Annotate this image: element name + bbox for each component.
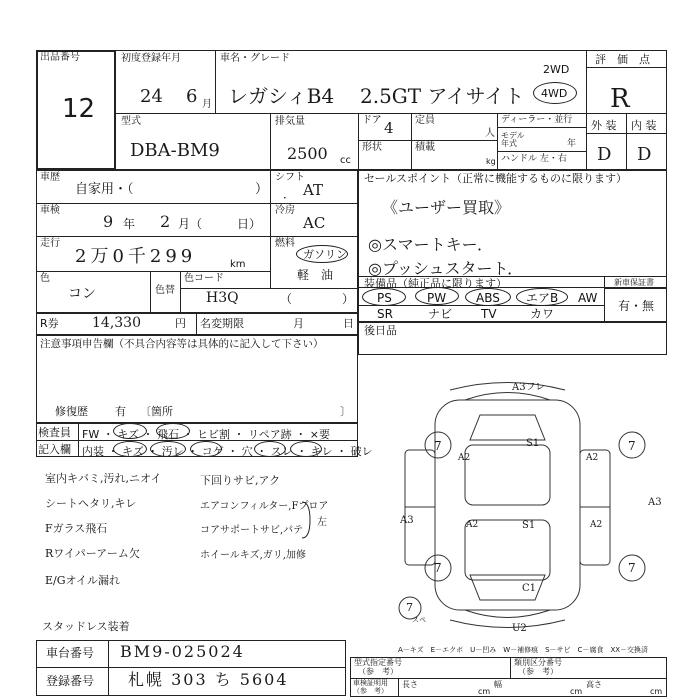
handle-label: ハンドル 左・右: [501, 154, 567, 164]
equip-sr: SR: [377, 307, 393, 321]
interior-label: 内 装: [631, 119, 657, 132]
diagram-legend: A－キズ E－エクボ U－凹み W－補修痕 S－サビ C－腐食 XX－交換済: [398, 646, 649, 654]
inspector-row1: FW ・ キズ ・ 飛石 ・ ヒビ割 ・ リペア跡 ・ ×要: [82, 428, 330, 441]
shape-label: 形状: [362, 142, 382, 153]
chassis-label: 車台番号: [46, 646, 95, 660]
equip-leather: カワ: [530, 307, 555, 321]
mark-a3-left: A3: [400, 515, 414, 526]
mark-wheel-rl: 7: [434, 561, 442, 575]
equip-aw: AW: [578, 291, 598, 305]
color-code-label: 色コード: [184, 273, 224, 284]
mark-wheel-spare: 7: [406, 601, 413, 614]
capacity-unit: 人: [485, 128, 495, 139]
bottom-note: スタッドレス装着: [42, 620, 130, 633]
equip-tv: TV: [481, 307, 497, 321]
color-change-label: 色替: [155, 285, 175, 296]
sales-item-2: ◎スマートキー．: [368, 235, 494, 254]
width-cm: cm: [570, 687, 583, 696]
deadline-month: 月: [293, 317, 304, 330]
mark-spare: スペ: [412, 616, 426, 624]
deadline-day: 日: [343, 317, 354, 330]
int-cut: キレ: [310, 445, 333, 458]
insp-required: ×要: [309, 428, 330, 441]
interior-grade: D: [637, 144, 652, 165]
displacement-value: 2500: [287, 144, 328, 163]
remark-right-2: エアコンフィルター,Fプロア: [200, 501, 329, 512]
repair-label: 修復歴: [55, 405, 88, 418]
inspection-label: 車検: [40, 205, 60, 216]
int-rub: スレ: [270, 445, 293, 458]
remark-left-5: E/Gオイル漏れ: [45, 574, 120, 587]
fuel-type: ガソリン: [303, 248, 347, 261]
mark-a2-4: A2: [590, 520, 603, 530]
sales-label: セールスポイント（正常に機能するものに限ります）: [364, 172, 628, 185]
first-reg-month-unit: 月: [202, 99, 212, 110]
repair-part-open: 〔箇所: [140, 405, 173, 418]
displacement-label: 排気量: [275, 116, 305, 127]
first-reg-month: 6: [186, 86, 198, 107]
cooler-label: 冷房: [275, 205, 295, 216]
rear-seat-label: 後日品: [364, 324, 397, 337]
chassis-number: BM9-025024: [120, 642, 245, 661]
type-designation-ref: （参 考）: [358, 667, 398, 676]
reg-label: 登録番号: [46, 674, 95, 688]
grade: 2.5GT アイサイト: [360, 84, 525, 108]
inspection-month-unit: 月（: [178, 217, 203, 231]
mileage-value: 2万0千299: [75, 246, 197, 267]
remark-left-2: シートヘタリ,キレ: [45, 497, 137, 510]
mark-s1-top: S1: [526, 438, 540, 449]
category-label: 類別区分番号: [514, 658, 562, 667]
shift-paren: ．: [283, 187, 296, 201]
equip-ps: PS: [377, 291, 392, 305]
mark-wheel-rr: 7: [628, 561, 636, 575]
door-value: 4: [384, 119, 394, 137]
drive-2wd: 2WD: [543, 63, 570, 76]
shift-value: AT: [303, 181, 324, 199]
equip-pw: PW: [427, 291, 447, 305]
history-value: 自家用・（: [75, 182, 134, 197]
history-close: ）: [255, 182, 269, 197]
insp-crack: ヒビ割: [197, 428, 230, 441]
capacity-label: 定員: [415, 115, 435, 126]
recycle-yen: 円: [175, 317, 186, 330]
recycle-amount: 14,330: [92, 315, 141, 331]
mark-s1-mid: S1: [522, 520, 536, 531]
insp-repair: リペア跡: [248, 428, 292, 441]
mark-wheel-fl: 7: [434, 439, 442, 453]
type-designation-label: 型式指定番号: [354, 658, 402, 667]
height-label: 高さ: [586, 680, 602, 689]
vehicle-cert-label: 車検証明用: [353, 679, 388, 687]
diagram-frame: [358, 322, 667, 355]
sales-item-1: 《ユーザー買取》: [382, 198, 511, 217]
int-burn: コゲ: [201, 445, 224, 458]
year-unit: 年: [567, 139, 577, 149]
int-tear: 破レ: [350, 445, 373, 458]
length-label: 長さ: [402, 680, 418, 689]
warranty-label: 新車保証書: [614, 278, 654, 287]
int-scratch: キズ: [122, 445, 144, 458]
car-diagram: [380, 370, 670, 640]
inspector-row2: 内装 ・ キズ ・ 汚レ ・ コゲ ・ 穴 ・ スレ ・ キレ ・ 破レ: [82, 445, 373, 458]
entry-label: 記入欄: [38, 443, 71, 456]
km-unit: km: [230, 259, 246, 270]
color-code-value: H3Q: [206, 290, 239, 306]
color-paren-open: （: [280, 292, 293, 306]
vehicle-cert-ref: （参 考）: [353, 687, 388, 695]
deadline-label: 名変期限: [200, 317, 244, 330]
car-name-label: 車名・グレード: [220, 53, 290, 64]
model-year-label: モデル年式: [501, 131, 525, 148]
recycle-label: R券: [40, 317, 59, 330]
exterior-label: 外 装: [591, 119, 617, 132]
int-label: 内装: [82, 445, 104, 458]
insp-scratch: キズ: [117, 428, 139, 441]
lot-number: 12: [62, 94, 96, 124]
exterior-grade: D: [597, 144, 612, 165]
cc-unit: cc: [340, 155, 351, 166]
load-label: 積載: [415, 142, 435, 153]
color-paren-close: ）: [342, 292, 355, 306]
repair-value: 有: [115, 405, 126, 418]
equip-airbag: エアB: [526, 291, 559, 305]
inspection-month: 2: [160, 212, 171, 231]
lot-label: 出品番号: [40, 52, 80, 63]
load-unit: kg: [486, 157, 496, 166]
color-value: コン: [68, 286, 96, 302]
int-hole: 穴: [241, 445, 253, 458]
equipment-label: 装備品（純正品に限ります）: [364, 277, 507, 290]
drive-4wd: 4WD: [541, 87, 568, 100]
recycle-frame: [36, 313, 358, 335]
remark-right-3: コアサポートサビ,パテ: [200, 525, 304, 536]
remark-left-3: Fガラス飛石: [45, 522, 108, 535]
reg-number: 札幌 303 ち 5604: [128, 670, 289, 689]
model-value: DBA-BM9: [130, 140, 220, 161]
remark-left-4: Rワイパーアーム欠: [45, 547, 140, 560]
length-cm: cm: [478, 687, 491, 696]
remark-left-1: 室内キバミ,汚れ,ニオイ: [45, 472, 162, 485]
equip-abs: ABS: [476, 291, 500, 305]
notes-label: 注意事項申告欄（不具合内容等は具体的に記入して下さい）: [40, 338, 324, 350]
mark-wheel-fr: 7: [628, 439, 636, 453]
door-label: ドア: [362, 115, 382, 126]
inspection-year: 9: [103, 212, 114, 231]
history-label: 車歴: [40, 172, 60, 183]
inspector-label: 検査員: [38, 426, 71, 439]
rating-label: 評 価 点: [595, 53, 650, 66]
remarks-bracket-label: 左: [317, 517, 327, 528]
mileage-label: 走行: [40, 238, 60, 249]
fuel-oil: 軽 油: [297, 268, 334, 282]
insp-chip: 飛石: [157, 428, 179, 441]
mark-a2-3: A2: [466, 520, 479, 530]
mark-a2-2: A2: [586, 453, 599, 463]
equip-navi: ナビ: [428, 307, 453, 321]
int-dirt: 汚レ: [161, 445, 184, 458]
inspection-day-unit: 日）: [237, 217, 262, 231]
remarks-bracket: [300, 500, 312, 540]
mark-a2-1: A2: [458, 453, 471, 463]
repair-part-close: 〕: [340, 405, 351, 418]
mark-u2: U2: [512, 623, 527, 634]
warranty-value: 有・無: [618, 299, 655, 313]
cooler-value: AC: [303, 214, 326, 232]
mark-a3-right: A3: [648, 497, 662, 508]
inspection-year-unit: 年: [123, 217, 136, 231]
remark-right-4: ホイールキズ,ガリ,加修: [200, 550, 306, 561]
mark-c1: C1: [522, 583, 537, 594]
width-label: 幅: [494, 680, 502, 689]
model-label: 型式: [121, 116, 141, 127]
mark-a3-fure: A3フレ: [512, 382, 546, 393]
dealer-label: ディーラー・並行: [501, 115, 573, 125]
fuel-label: 燃料: [275, 238, 295, 249]
height-cm: cm: [650, 687, 663, 696]
rating-value: R: [610, 84, 630, 114]
category-ref: （参 考）: [518, 667, 558, 676]
shift-label: シフト: [275, 172, 305, 183]
insp-fw: FW: [82, 428, 100, 441]
color-label: 色: [40, 273, 50, 284]
remark-right-1: 下回りサビ,アク: [200, 474, 281, 487]
sales-item-3: ◎プッシュスタート．: [368, 259, 524, 278]
first-reg-label: 初度登録年月: [121, 53, 181, 64]
first-reg-year: 24: [140, 86, 163, 107]
car-name: レガシィB4: [228, 84, 335, 108]
